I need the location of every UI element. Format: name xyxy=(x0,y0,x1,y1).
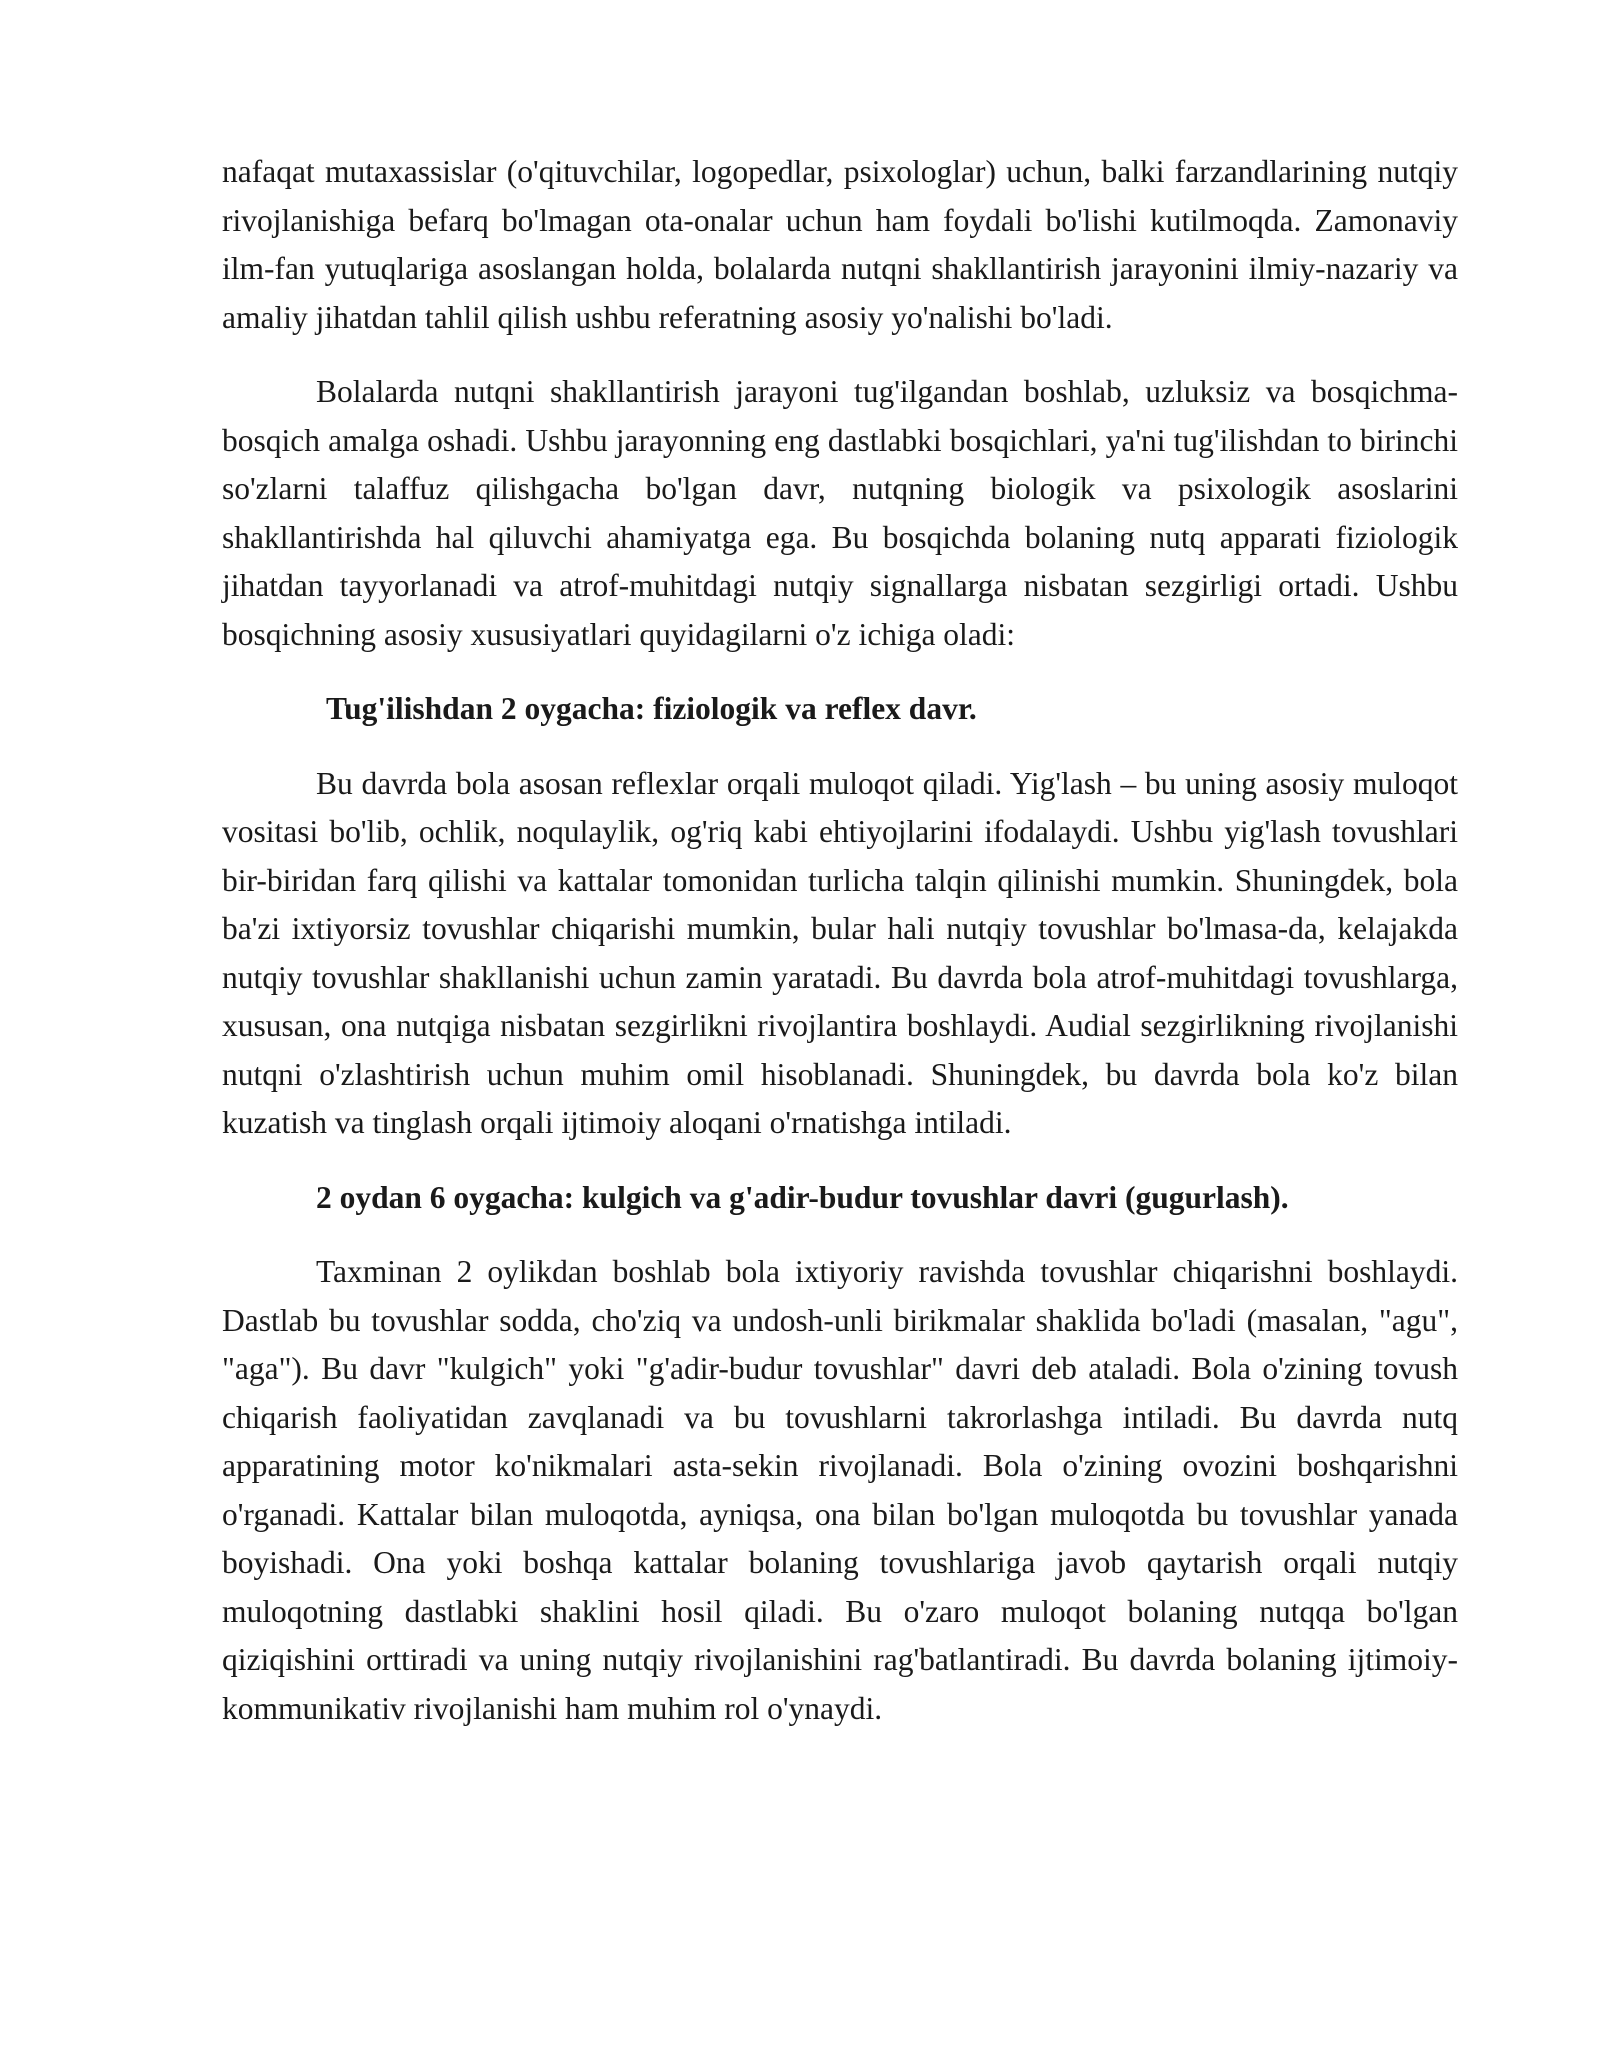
paragraph-intro-continuation: nafaqat mutaxassislar (o'qituvchilar, logopedlar, psixologlar) uchun, balki farzandlarining nutqiy rivojlanishiga befarq bo'lmagan ota-onalar uchun ham foydali bo'lishi kutilmoqda. Zamonaviy ilm-fan yutuqlariga asoslangan holda, bolalarda nutqni shakllantirish jarayonini ilmiy-nazariy va amaliy jihatdan tahlil qilish ushbu referatning asosiy yo'nalishi bo'ladi. xyxy=(222,154,1458,335)
paragraph-speech-formation: Bolalarda nutqni shakllantirish jarayoni tug'ilgandan boshlab, uzluksiz va bosqichma-bosqich amalga oshadi. Ushbu jarayonning eng dastlabki bosqichlari, ya'ni tug'ilishdan to birinchi so'zlarni talaffuz qilishgacha bo'lgan davr, nutqning biologik va psixologik asoslarini shakllantirishda hal qiluvchi ahamiyatga ega. Bu bosqichda bolaning nutq apparati fiziologik jihatdan tayyorlanadi va atrof-muhitdagi nutqiy signallarga nisbatan sezgirligi ortadi. Ushbu bosqichning asosiy xususiyatlari quyidagilarni o'z ichiga oladi: xyxy=(222,374,1458,652)
paragraph-reflex-period: Bu davrda bola asosan reflexlar orqali muloqot qiladi. Yig'lash – bu uning asosiy muloqot vositasi bo'lib, ochlik, noqulaylik, og'riq kabi ehtiyojlarini ifodalaydi. Ushbu yig'lash tovushlari bir-biridan farq qilishi va kattalar tomonidan turlicha talqin qilinishi mumkin. Shuningdek, bola ba'zi ixtiyorsiz tovushlar chiqarishi mumkin, bular hali nutqiy tovushlar bo'lmasa-da, kelajakda nutqiy tovushlar shakllanishi uchun zamin yaratadi. Bu davrda bola atrof-muhitdagi tovushlarga, xususan, ona nutqiga nisbatan sezgirlikni rivojlantira boshlaydi. Audial sezgirlikning rivojlanishi nutqni o'zlashtirish uchun muhim omil hisoblanadi. Shuningdek, bu davrda bola ko'z bilan kuzatish va tinglash orqali ijtimoiy aloqani o'rnatishga intiladi. xyxy=(222,765,1458,1140)
section-heading-birth-to-2-months: Tug'ilishdan 2 oygacha: fiziologik va reflex davr. xyxy=(326,691,977,726)
paragraph-cooing-period: Taxminan 2 oylikdan boshlab bola ixtiyoriy ravishda tovushlar chiqarishni boshlaydi. Dastlab bu tovushlar sodda, cho'ziq va undosh-unli birikmalar shaklida bo'ladi (masalan, "agu", "aga"). Bu davr "kulgich" yoki "g'adir-budur tovushlar" davri deb ataladi. Bola o'zining tovush chiqarish faoliyatidan zavqlanadi va bu tovushlarni takrorlashga intiladi. Bu davrda nutq apparatining motor ko'nikmalari asta-sekin rivojlanadi. Bola o'zining ovozini boshqarishni o'rganadi. Kattalar bilan muloqotda, ayniqsa, ona bilan bo'lgan muloqotda bu tovushlar yanada boyishadi. Ona yoki boshqa kattalar bolaning tovushlariga javob qaytarish orqali nutqiy muloqotning dastlabki shaklini hosil qiladi. Bu o'zaro muloqot bolaning nutqqa bo'lgan qiziqishini orttiradi va uning nutqiy rivojlanishini rag'batlantiradi. Bu davrda bolaning ijtimoiy-kommunikativ rivojlanishi ham muhim rol o'ynaydi. xyxy=(222,1254,1458,1726)
section-heading-2-to-6-months: 2 oydan 6 oygacha: kulgich va g'adir-budur tovushlar davri (gugurlash). xyxy=(316,1179,1289,1215)
document-page xyxy=(222,148,1458,1759)
